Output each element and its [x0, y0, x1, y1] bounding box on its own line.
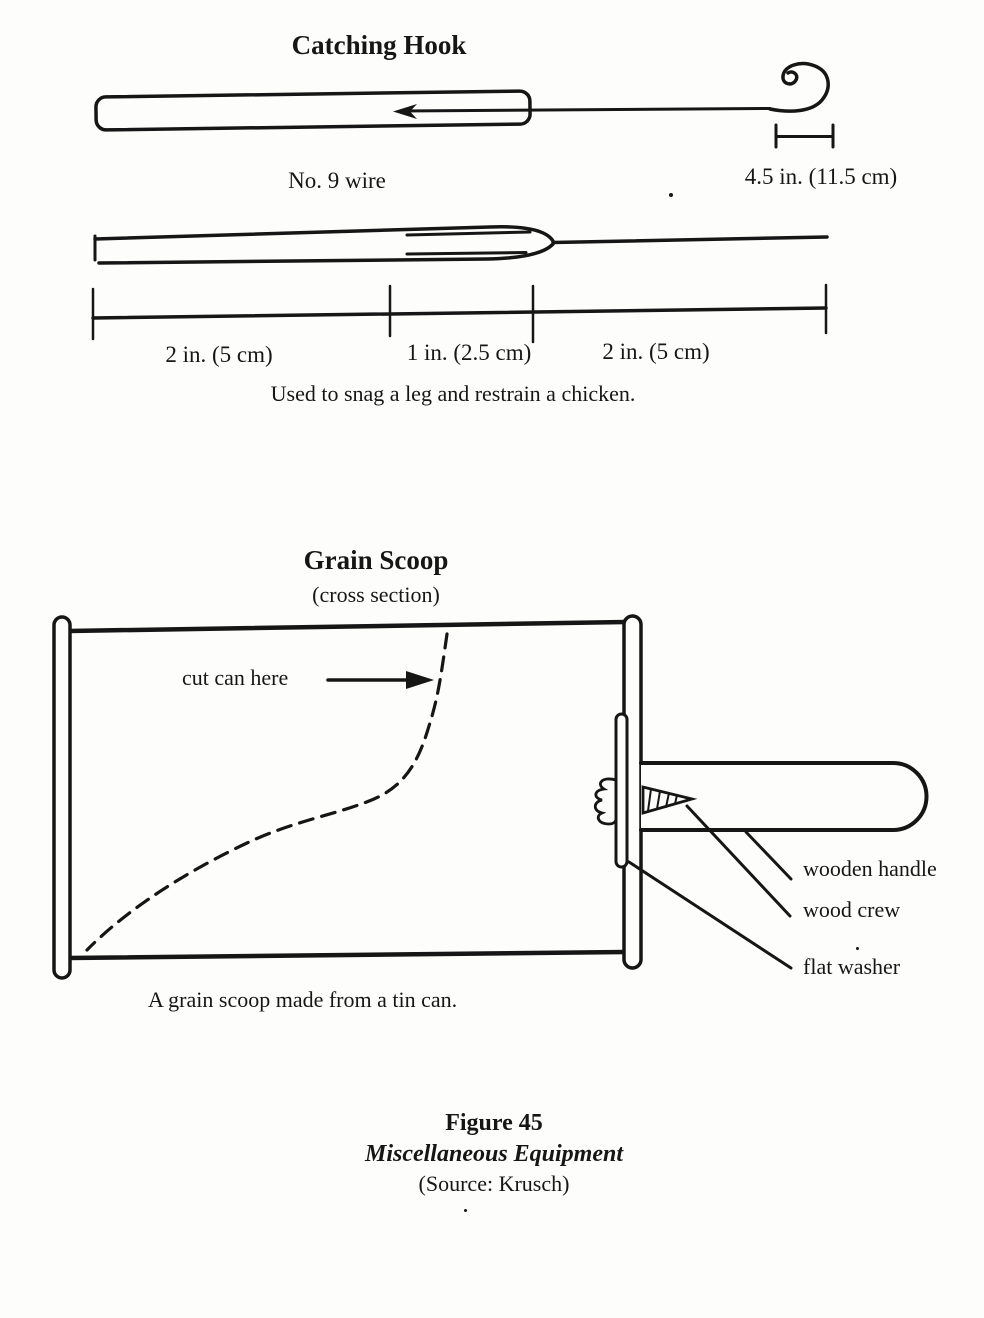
grain-scoop-title: Grain Scoop [303, 545, 449, 575]
figure-title: Miscellaneous Equipment [364, 1141, 624, 1167]
hook-curl [770, 64, 828, 112]
figure-number: Figure 45 [445, 1110, 543, 1136]
grain-scoop-caption: A grain scoop made from a tin can. [148, 987, 458, 1012]
catching-hook-overview-drawing [85, 50, 965, 160]
folded-wire-top [407, 232, 530, 235]
flat-washer-label: flat washer [803, 954, 901, 979]
can-left-rim [54, 617, 70, 978]
scan-speck [856, 947, 859, 950]
leader-wooden-handle [746, 832, 791, 879]
grain-scoop-subtitle: (cross section) [312, 582, 440, 607]
scan-speck [669, 193, 673, 197]
dimension-line [93, 285, 826, 342]
segment-label-1: 2 in. (5 cm) [165, 342, 273, 367]
wire-gauge-label: No. 9 wire [288, 168, 386, 193]
cut-arrowhead-icon [406, 671, 434, 689]
scan-speck [464, 1209, 467, 1212]
catching-hook-caption: Used to snag a leg and restrain a chicken. [270, 381, 636, 406]
hook-length-label: 4.5 in. (11.5 cm) [744, 164, 898, 189]
can-top-edge [69, 622, 626, 631]
can-bottom-edge [69, 952, 626, 958]
wire-extension [553, 237, 827, 243]
segment-label-2: 1 in. (2.5 cm) [406, 340, 532, 365]
folded-wire-bottom [407, 253, 526, 255]
wooden-handle-label: wooden handle [803, 856, 937, 881]
segment-label-3: 2 in. (5 cm) [602, 339, 710, 364]
flat-washer-shape [616, 714, 627, 867]
hook-tip-detail-drawing [85, 215, 840, 350]
wood-screw-label: wood crew [803, 897, 901, 922]
catching-hook-title: Catching Hook [291, 30, 467, 60]
screw-head-squiggle [595, 779, 616, 824]
hook-dimension-bracket [776, 125, 833, 147]
leader-flat-washer [629, 862, 791, 968]
cut-can-here-label: cut can here [182, 665, 289, 690]
figure-source: (Source: Krusch) [418, 1171, 570, 1196]
